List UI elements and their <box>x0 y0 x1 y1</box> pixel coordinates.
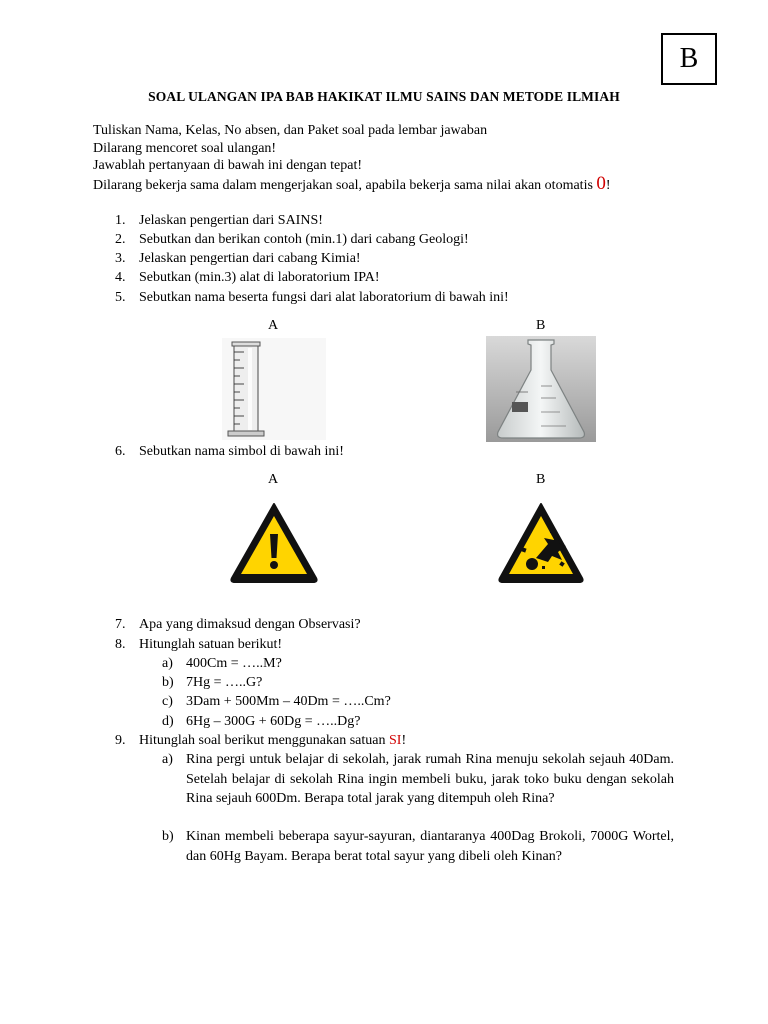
sub-question <box>162 692 391 711</box>
question-text: Hitunglah satuan berikut! <box>139 637 283 652</box>
question-number: 5. <box>115 290 126 305</box>
question-item <box>115 230 469 249</box>
question-number: 9. <box>115 733 126 748</box>
question-number: 8. <box>115 637 126 652</box>
question-number: 7. <box>115 617 126 632</box>
question-text: Sebutkan nama simbol di bawah ini! <box>139 444 344 459</box>
question-item <box>115 288 509 307</box>
question-item <box>115 268 380 287</box>
symbol-label-a: A <box>268 472 279 487</box>
question-number: 2. <box>115 232 126 247</box>
question-text: Jelaskan pengertian dari cabang Kimia! <box>139 251 361 266</box>
question-item <box>115 635 282 654</box>
word-problem-text: Rina pergi untuk belajar di sekolah, jarak rumah Rina menuju sekolah sejauh 40Dam. Setelah belajar di sekolah Rina ingin membeli buku, jarak toko buku dengan sekolah Rina sejauh 600Dm. Berapa total jarak yang ditempuh oleh Rina? <box>186 752 674 806</box>
paket-box <box>661 33 717 85</box>
sub-text: 7Hg = …..G? <box>186 675 263 690</box>
image-label-b: B <box>536 318 546 333</box>
page-title: SOAL ULANGAN IPA BAB HAKIKAT ILMU SAINS DAN METODE ILMIAH <box>148 89 620 104</box>
sub-label: d) <box>162 714 174 729</box>
sub-text: 400Cm = …..M? <box>186 656 282 671</box>
question-item <box>115 615 361 634</box>
question-end: ! <box>401 733 407 748</box>
warning-exclamation-icon <box>228 500 320 584</box>
question-number: 1. <box>115 213 126 228</box>
erlenmeyer-flask-icon <box>486 336 596 442</box>
question-text: Hitunglah soal berikut menggunakan satuan <box>139 733 389 748</box>
sub-label: b) <box>162 829 174 844</box>
paket-label: B <box>679 43 699 74</box>
sub-question <box>162 673 262 692</box>
instruction-text: Dilarang bekerja sama dalam mengerjakan soal, apabila bekerja sama nilai akan otomatis <box>93 177 597 193</box>
question-item <box>115 442 344 461</box>
instruction-line: Dilarang mencoret soal ulangan! <box>93 140 277 156</box>
instruction-line <box>93 172 733 195</box>
question-item <box>115 211 323 230</box>
question-number: 3. <box>115 251 126 266</box>
instructions <box>93 122 733 194</box>
sub-label: a) <box>162 656 173 671</box>
question-text: Sebutkan dan berikan contoh (min.1) dari cabang Geologi! <box>139 232 469 247</box>
word-problem-text: Kinan membeli beberapa sayur-sayuran, diantaranya 400Dag Brokoli, 7000G Wortel, dan 60Hg Bayam. Berapa berat total sayur yang dibeli oleh Kinan? <box>186 829 674 864</box>
graduated-cylinder-icon <box>222 338 326 440</box>
sub-label: c) <box>162 694 173 709</box>
question-item <box>115 249 361 268</box>
question-number: 4. <box>115 270 126 285</box>
instruction-line: Tuliskan Nama, Kelas, No absen, dan Paket soal pada lembar jawaban <box>93 123 488 138</box>
sub-question <box>162 654 282 673</box>
instruction-end: ! <box>605 177 611 193</box>
sub-text: 3Dam + 500Mm – 40Dm = …..Cm? <box>186 694 391 709</box>
sub-label: b) <box>162 675 174 690</box>
question-text: Jelaskan pengertian dari SAINS! <box>139 213 323 228</box>
sub-question <box>162 712 360 731</box>
question-text: Apa yang dimaksud dengan Observasi? <box>139 617 361 632</box>
symbol-label-b: B <box>536 472 546 487</box>
instruction-line: Jawablah pertanyaan di bawah ini dengan tepat! <box>93 158 363 173</box>
sub-text: 6Hg – 300G + 60Dg = …..Dg? <box>186 714 361 729</box>
question-text: Sebutkan nama beserta fungsi dari alat laboratorium di bawah ini! <box>139 290 509 305</box>
si-unit: SI <box>389 733 402 748</box>
image-label-a: A <box>268 318 279 333</box>
question-number: 6. <box>115 444 126 459</box>
zero-score: 0 <box>596 172 606 194</box>
explosive-hazard-icon <box>496 500 586 584</box>
question-text: Sebutkan (min.3) alat di laboratorium IPA! <box>139 270 380 285</box>
sub-label: a) <box>162 752 173 767</box>
question-item <box>115 731 406 750</box>
